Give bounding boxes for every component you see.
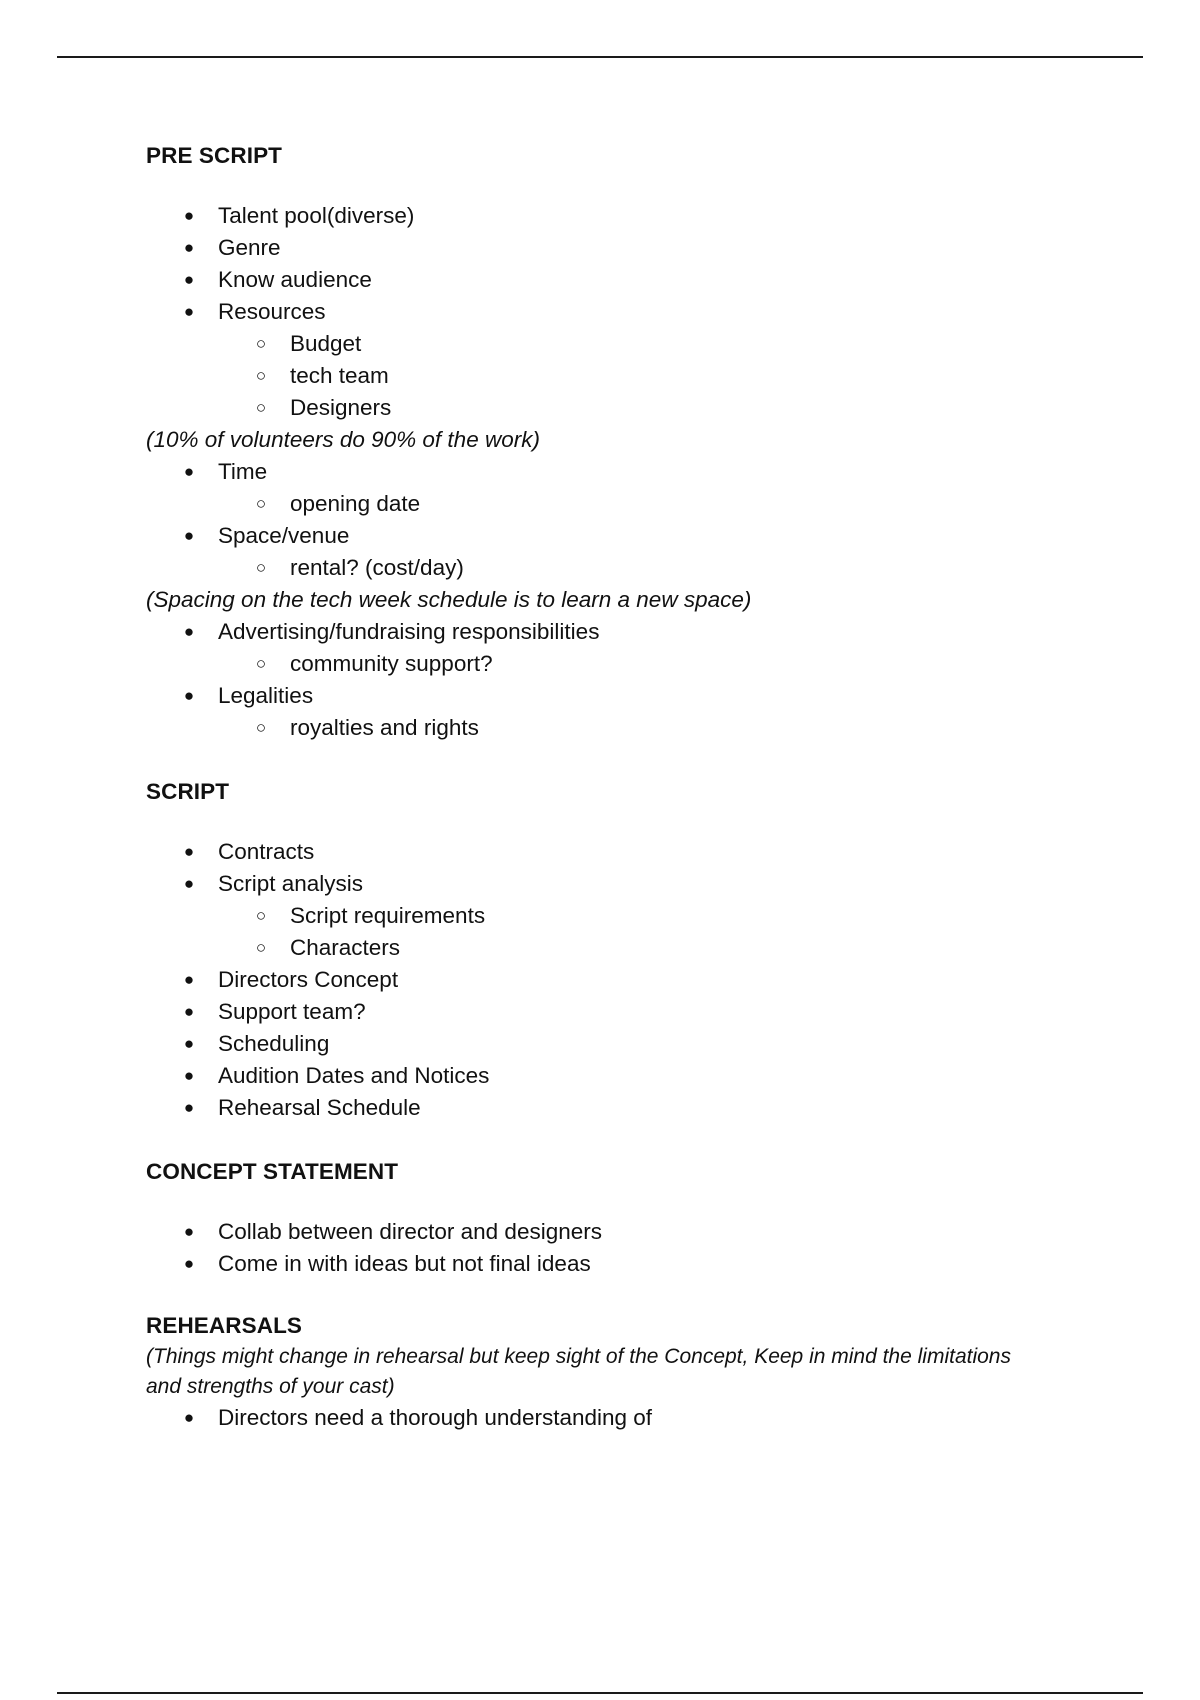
heading-pre-script: PRE SCRIPT (146, 143, 283, 168)
list-item: ● Support team? (146, 996, 1086, 1028)
sub-list-item: ○ tech team (146, 360, 1086, 392)
bullet-icon: ● (183, 526, 195, 545)
rehearsals-list (146, 1402, 1086, 1434)
circle-bullet-icon: ○ (255, 654, 267, 673)
list-item: ● Collab between director and designers (146, 1216, 1086, 1248)
bullet-icon: ● (183, 270, 195, 289)
sub-list-item: ○ royalties and rights (146, 712, 1086, 744)
bullet-icon: ● (183, 302, 195, 321)
list-item: ● Advertising/fundraising responsibilities (146, 616, 1086, 648)
list-item: ● Rehearsal Schedule (146, 1092, 1086, 1124)
bullet-icon: ● (183, 1034, 195, 1053)
note-rehearsals-line1: (Things might change in rehearsal but keep sight of the Concept, Keep in mind the limitations (146, 1345, 1011, 1368)
bullet-icon: ● (183, 1066, 195, 1085)
bullet-icon: ● (183, 874, 195, 893)
sub-list-item: ○ Budget (146, 328, 1086, 360)
bullet-icon: ● (183, 686, 195, 705)
circle-bullet-icon: ○ (255, 906, 267, 925)
heading-concept-statement: CONCEPT STATEMENT (146, 1159, 399, 1184)
bullet-icon: ● (183, 1408, 195, 1427)
note-rehearsals-line2: and strengths of your cast) (146, 1375, 395, 1398)
circle-bullet-icon: ○ (255, 558, 267, 577)
sub-list-item: ○ Script requirements (146, 900, 1086, 932)
list-item: ● Come in with ideas but not final ideas (146, 1248, 1086, 1280)
pre-script-list-2 (146, 456, 1086, 584)
bullet-icon: ● (183, 970, 195, 989)
list-item: ● Talent pool(diverse) (146, 200, 1086, 232)
sub-list-item: ○ rental? (cost/day) (146, 552, 1086, 584)
list-item: ● Space/venue (146, 520, 1086, 552)
sub-list-item: ○ community support? (146, 648, 1086, 680)
sub-list-item: ○ Characters (146, 932, 1086, 964)
bullet-icon: ● (183, 1222, 195, 1241)
list-item: ● Audition Dates and Notices (146, 1060, 1086, 1092)
heading-script: SCRIPT (146, 779, 230, 804)
bullet-icon: ● (183, 1002, 195, 1021)
circle-bullet-icon: ○ (255, 494, 267, 513)
circle-bullet-icon: ○ (255, 366, 267, 385)
circle-bullet-icon: ○ (255, 398, 267, 417)
heading-rehearsals: REHEARSALS (146, 1313, 303, 1338)
circle-bullet-icon: ○ (255, 938, 267, 957)
circle-bullet-icon: ○ (255, 334, 267, 353)
circle-bullet-icon: ○ (255, 718, 267, 737)
note-volunteers: (10% of volunteers do 90% of the work) (146, 427, 540, 452)
pre-script-list (146, 200, 1086, 424)
note-spacing: (Spacing on the tech week schedule is to learn a new space) (146, 587, 752, 612)
top-rule (57, 56, 1143, 58)
list-item: ● Scheduling (146, 1028, 1086, 1060)
bullet-icon: ● (183, 1098, 195, 1117)
script-list (146, 836, 1086, 1124)
list-item: ● Genre (146, 232, 1086, 264)
bullet-icon: ● (183, 1254, 195, 1273)
bottom-rule (57, 1692, 1143, 1694)
list-item: ● Resources (146, 296, 1086, 328)
bullet-icon: ● (183, 206, 195, 225)
list-item: ● Directors need a thorough understanding of (146, 1402, 1086, 1434)
sub-list-item: ○ opening date (146, 488, 1086, 520)
list-item: ● Contracts (146, 836, 1086, 868)
bullet-icon: ● (183, 238, 195, 257)
list-item: ● Script analysis (146, 868, 1086, 900)
bullet-icon: ● (183, 842, 195, 861)
concept-list (146, 1216, 1086, 1280)
list-item: ● Time (146, 456, 1086, 488)
list-item: ● Know audience (146, 264, 1086, 296)
bullet-icon: ● (183, 622, 195, 641)
sub-list-item: ○ Designers (146, 392, 1086, 424)
list-item: ● Legalities (146, 680, 1086, 712)
document-body (146, 140, 1086, 1434)
bullet-icon: ● (183, 462, 195, 481)
pre-script-list-3 (146, 616, 1086, 744)
list-item: ● Directors Concept (146, 964, 1086, 996)
